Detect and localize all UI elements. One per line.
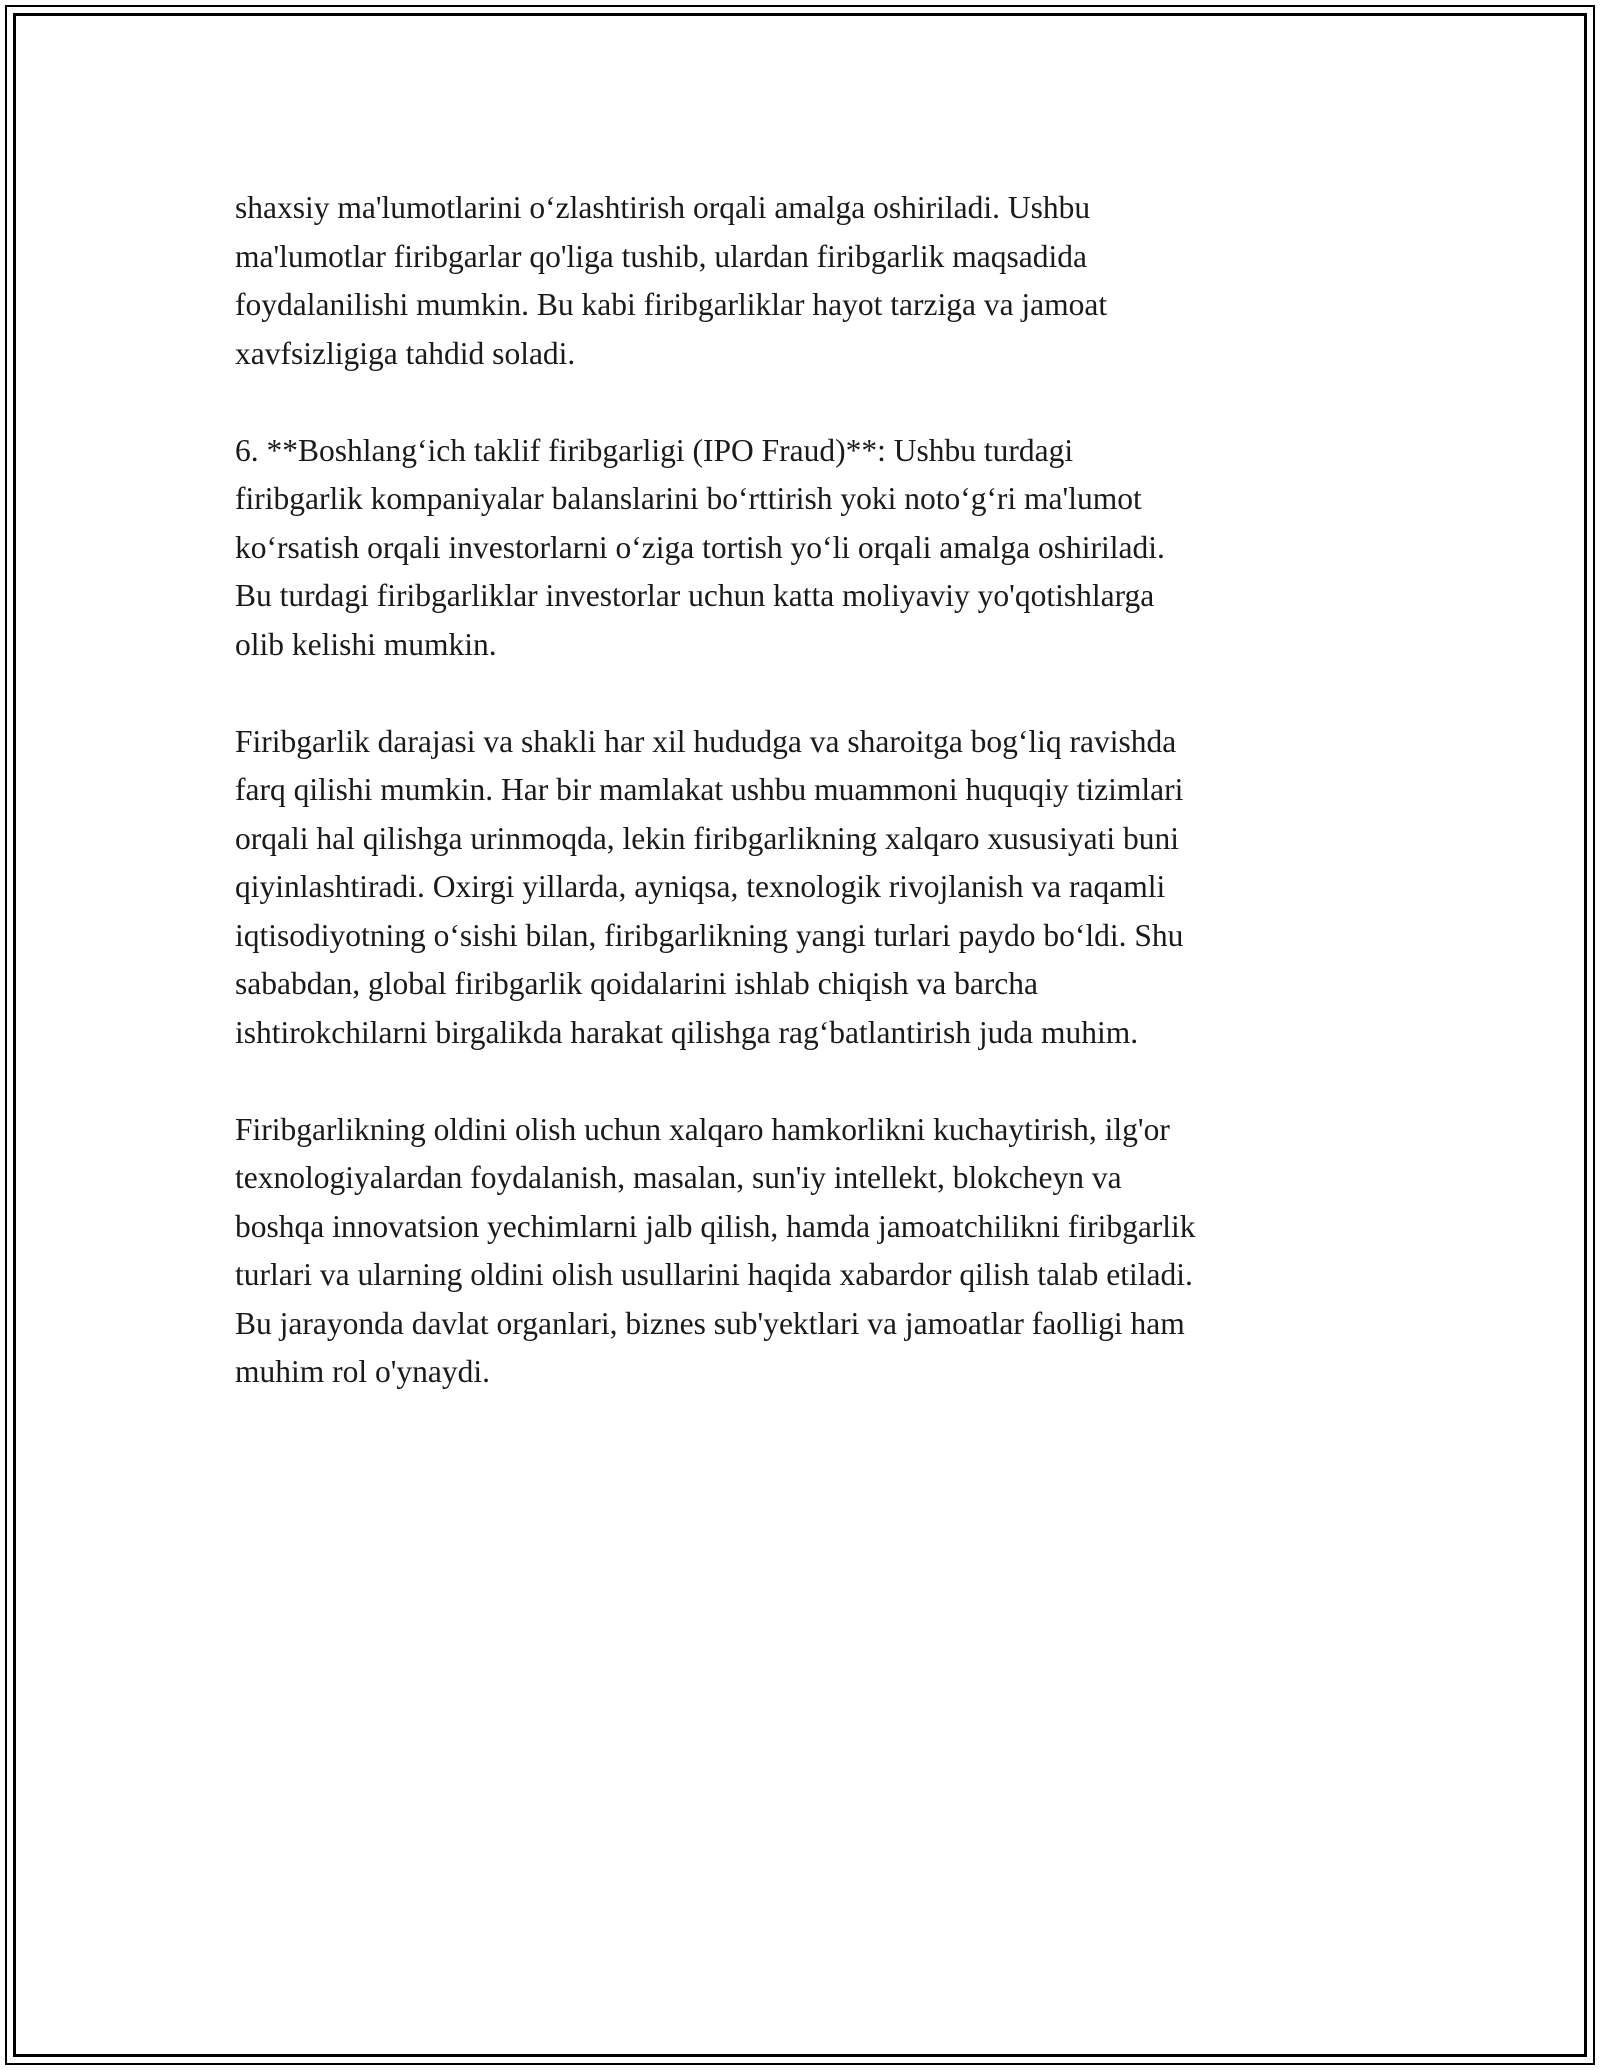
paragraph-1 [235, 184, 1375, 378]
paragraph-3 [235, 718, 1375, 1058]
text-line: Bu turdagi firibgarliklar investorlar uchun katta moliyaviy yo'qotishlarga [235, 578, 1155, 613]
text-line: Firibgarlikning oldini olish uchun xalqaro hamkorlikni kuchaytirish, ilg'or [235, 1111, 1170, 1147]
paragraph-2 [235, 427, 1375, 670]
document-body [235, 184, 1375, 1445]
text-line: sababdan, global firibgarlik qoidalarini ishlab chiqish va barcha [235, 966, 1039, 1001]
text-line: qiyinlashtiradi. Oxirgi yillarda, ayniqsa, texnologik rivojlanish va raqamli [235, 869, 1166, 904]
text-line: ko‘rsatish orqali investorlarni o‘ziga tortish yo‘li orqali amalga oshiriladi. [235, 529, 1165, 565]
text-line: boshqa innovatsion yechimlarni jalb qilish, hamda jamoatchilikni firibgarlik [235, 1208, 1196, 1244]
text-line: ishtirokchilarni birgalikda harakat qilishga rag‘batlantirish juda muhim. [235, 1014, 1139, 1050]
text-line: turlari va ularning oldini olish usullarini haqida xabardor qilish talab etiladi. [235, 1257, 1193, 1292]
text-line: texnologiyalardan foydalanish, masalan, sun'iy intellekt, blokcheyn va [235, 1160, 1122, 1195]
text-line: iqtisodiyotning o‘sishi bilan, firibgarlikning yangi turlari paydo bo‘ldi. Shu [235, 917, 1184, 953]
text-line: ma'lumotlar firibgarlar qo'liga tushib, ulardan firibgarlik maqsadida [235, 238, 1087, 274]
text-line: farq qilishi mumkin. Har bir mamlakat ushbu muammoni huquqiy tizimlari [235, 772, 1184, 807]
text-line: muhim rol o'ynaydi. [235, 1354, 491, 1389]
text-line: 6. **Boshlang‘ich taklif firibgarligi (IPO Fraud)**: Ushbu turdagi [235, 432, 1074, 468]
text-line: firibgarlik kompaniyalar balanslarini bo‘rttirish yoki noto‘g‘ri ma'lumot [235, 481, 1142, 516]
text-line: xavfsizligiga tahdid soladi. [235, 335, 576, 371]
paragraph-4 [235, 1106, 1375, 1397]
text-line: foydalanilishi mumkin. Bu kabi firibgarliklar hayot tarziga va jamoat [235, 287, 1108, 322]
text-line: olib kelishi mumkin. [235, 626, 497, 662]
text-line: shaxsiy ma'lumotlarini o‘zlashtirish orqali amalga oshiriladi. Ushbu [235, 190, 1091, 225]
text-line: Firibgarlik darajasi va shakli har xil hududga va sharoitga bog‘liq ravishda [235, 723, 1177, 759]
text-line: Bu jarayonda davlat organlari, biznes sub'yektlari va jamoatlar faolligi ham [235, 1305, 1185, 1341]
text-line: orqali hal qilishga urinmoqda, lekin firibgarlikning xalqaro xususiyati buni [235, 820, 1179, 856]
